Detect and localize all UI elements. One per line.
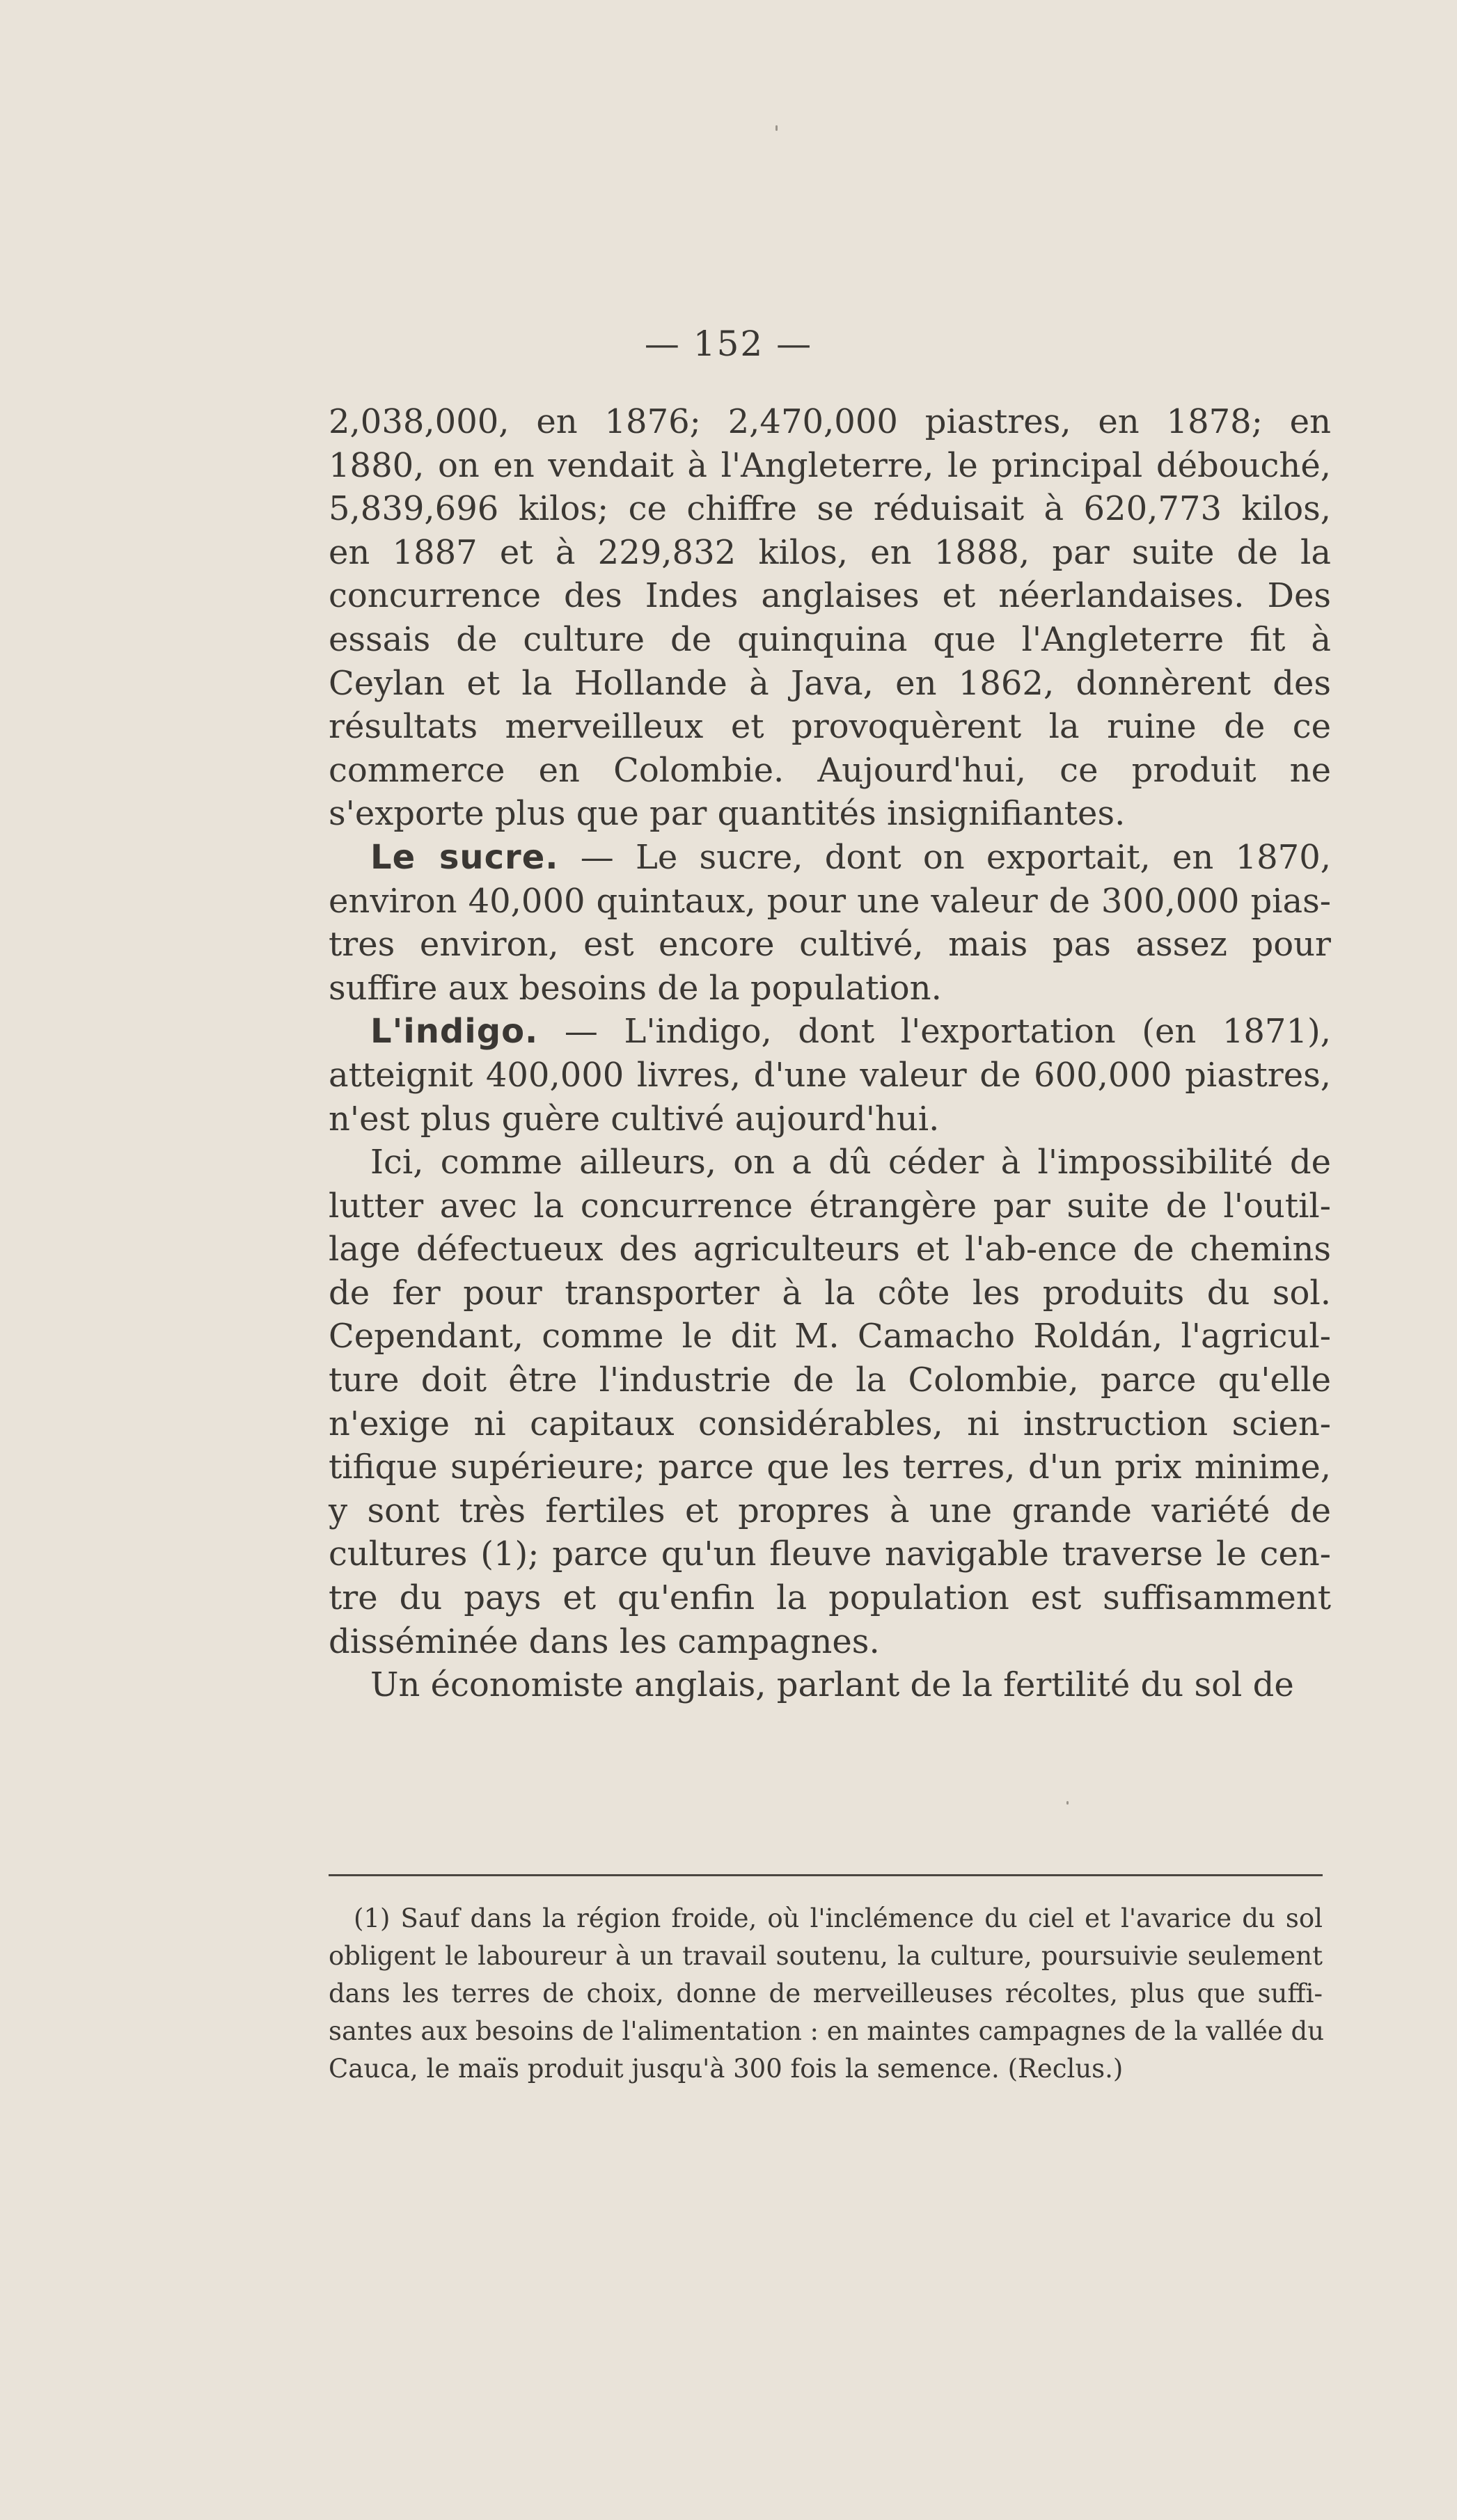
footnote-line: obligent le laboureur à un travail soutenu, la culture, poursuivie seulement [329, 1941, 1323, 1971]
text-line: cultures (1); parce qu'un fleuve navigable traverse le cen- [329, 1535, 1331, 1574]
text-line: lage défectueux des agriculteurs et l'ab-ence de chemins [329, 1230, 1331, 1269]
text-line: concurrence des Indes anglaises et néerlandaises. Des [329, 576, 1331, 616]
footnote-line: Cauca, le maïs produit jusqu'à 300 fois la semence. (Reclus.) [329, 2054, 1124, 2084]
text-line: en 1887 et à 229,832 kilos, en 1888, par suite de la [329, 532, 1331, 572]
paragraph-sucre-first-line [329, 836, 1331, 880]
text-line: tres environ, est encore cultivé, mais pas assez pour [329, 925, 1331, 965]
text-line: lutter avec la concurrence étrangère par suite de l'outil- [329, 1186, 1331, 1226]
text-line: commerce en Colombie. Aujourd'hui, ce produit ne [329, 750, 1331, 790]
text-line: n'est plus guère cultivé aujourd'hui. [329, 1099, 940, 1139]
footnote-line: santes aux besoins de l'alimentation : en maintes campagnes de la vallée du [329, 2016, 1325, 2046]
text-line: tre du pays et qu'enfin la population est suffisamment [329, 1578, 1331, 1618]
text-line: Ceylan et la Hollande à Java, en 1862, donnèrent des [329, 663, 1331, 703]
text-line: 5,839,696 kilos; ce chiffre se réduisait à 620,773 kilos, [329, 489, 1331, 529]
text-line: Cependant, comme le dit M. Camacho Roldán, l'agricul- [329, 1317, 1331, 1356]
text-span: — Le sucre, dont on exportait, en 1870, [580, 837, 1331, 877]
footnote-line: (1) Sauf dans la région froide, où l'inclémence du ciel et l'avarice du sol [354, 1903, 1323, 1933]
section-heading-indigo: L'indigo. [370, 1012, 539, 1052]
text-line: tifique supérieure; parce que les terres, d'un prix minime, [329, 1448, 1331, 1487]
paper-speck [775, 125, 778, 131]
text-line: de fer pour transporter à la côte les produits du sol. [329, 1273, 1331, 1313]
text-line: y sont très fertiles et propres à une grande variété de [329, 1491, 1331, 1530]
text-line: Ici, comme ailleurs, on a dû céder à l'impossibilité de [370, 1143, 1331, 1182]
text-line: Un économiste anglais, parlant de la fertilité du sol de [370, 1665, 1294, 1705]
footnote [329, 1900, 1325, 2088]
text-line: suffire aux besoins de la population. [329, 968, 942, 1008]
text-line: ture doit être l'industrie de la Colombie, parce qu'elle [329, 1361, 1331, 1400]
paper-speck [1066, 1801, 1069, 1805]
text-line: disséminée dans les campagnes. [329, 1622, 880, 1661]
text-line: 2,038,000, en 1876; 2,470,000 piastres, en 1878; en [329, 402, 1331, 441]
section-heading-sucre: Le sucre. [370, 837, 559, 877]
text-line: n'exige ni capitaux considérables, ni instruction scien- [329, 1404, 1331, 1443]
text-span: — L'indigo, dont l'exportation (en 1871), [564, 1012, 1331, 1052]
paragraph-indigo-first-line [329, 1010, 1331, 1054]
text-line: essais de culture de quinquina que l'Angleterre fit à [329, 619, 1331, 659]
main-text [329, 400, 1331, 1707]
text-line: s'exporte plus que par quantités insignifiantes. [329, 794, 1126, 834]
footnote-divider [329, 1874, 1323, 1876]
text-line: résultats merveilleux et provoquèrent la ruine de ce [329, 707, 1331, 747]
text-line: 1880, on en vendait à l'Angleterre, le principal débouché, [329, 445, 1331, 485]
footnote-line: dans les terres de choix, donne de merveilleuses récoltes, plus que suffi- [329, 1979, 1323, 2008]
text-line: atteignit 400,000 livres, d'une valeur de 600,000 piastres, [329, 1055, 1331, 1095]
text-line: environ 40,000 quintaux, pour une valeur de 300,000 pias- [329, 881, 1331, 921]
page-number: — 152 — [644, 324, 813, 364]
